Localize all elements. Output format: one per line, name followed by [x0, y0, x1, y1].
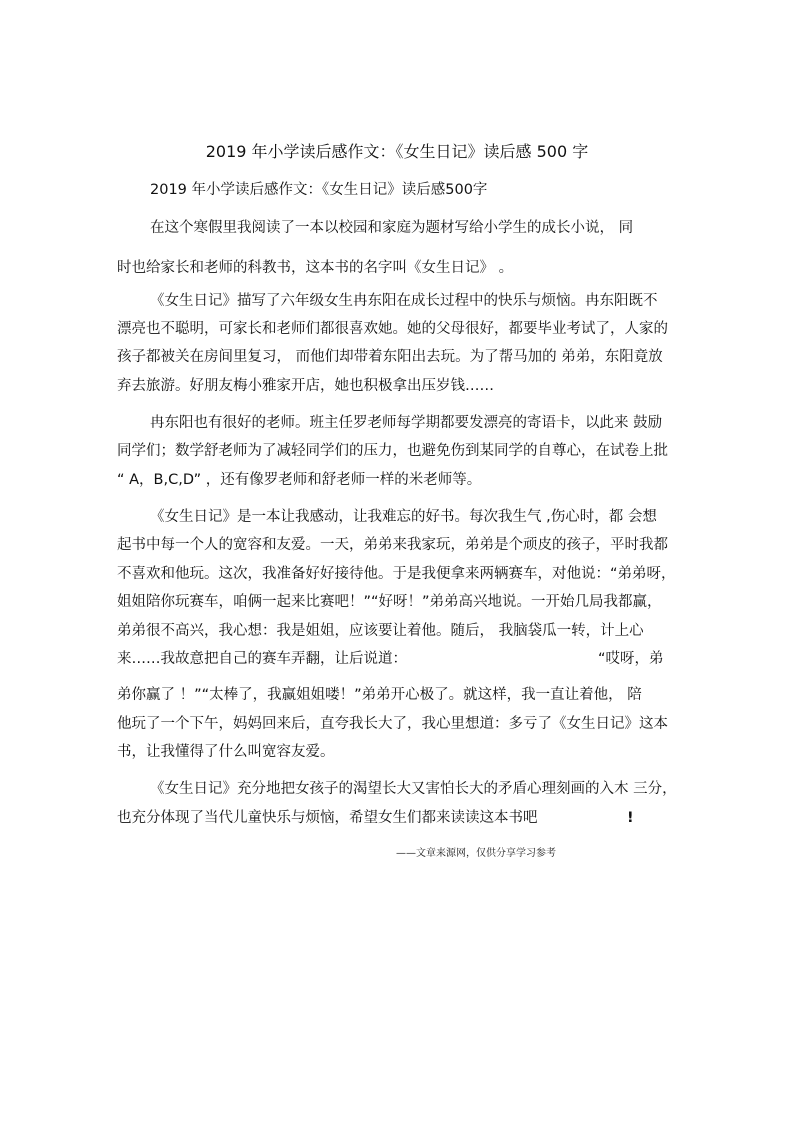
paragraph-line: “ A，B,C,D” ，还有像罗老师和舒老师一样的米老师等。 [117, 472, 482, 488]
paragraph-line: 孩子都被关在房间里复习， 而他们却带着东阳出去玩。为了帮马加的 弟弟，东阳竟放 [117, 349, 663, 365]
paragraph-line: 在这个寒假里我阅读了一本以校园和家庭为题材写给小学生的成长小说， 同 [150, 220, 634, 236]
document-title: 2019 年小学读后感作文：《女生日记》读后感 500 字 [205, 142, 589, 161]
paragraph-line: ! [627, 810, 634, 826]
paragraph-line: 时也给家长和老师的科教书，这本书的名字叫《女生日记》 。 [117, 260, 514, 276]
paragraph-line: 《女生日记》描写了六年级女生冉东阳在成长过程中的快乐与烦恼。冉东阳既不 [150, 293, 658, 309]
paragraph-line: 来……我故意把自己的赛车弄翻，让后说道： [117, 651, 407, 667]
paragraph-line: 不喜欢和他玩。这次，我准备好好接待他。于是我便拿来两辆赛车，对他说：“弟弟呀， [117, 566, 676, 582]
paragraph-line: 弃去旅游。好朋友梅小雅家开店，她也积极拿出压岁钱…… [117, 378, 494, 394]
paragraph-line: 弟你赢了 ！”“太棒了，我赢姐姐喽！”弟弟开心极了。就这样，我一直让着他， 陪 [117, 687, 642, 703]
paragraph-line: 冉东阳也有很好的老师。班主任罗老师每学期都要发漂亮的寄语卡，以此来 鼓励 [150, 415, 663, 431]
paragraph-line: 也充分体现了当代儿童快乐与烦恼，希望女生们都来读读这本书吧 [117, 810, 538, 826]
paragraph-line: 弟弟很不高兴，我心想：我是姐姐，应该要让着他。随后， 我脑袋瓜一转，计上心 [117, 623, 644, 639]
paragraph-line: 漂亮也不聪明，可家长和老师们都很喜欢她。她的父母很好，都要毕业考试了，人家的 [117, 321, 668, 337]
paragraph-line: 《女生日记》是一本让我感动，让我难忘的好书。每次我生气 ,伤心时，都 会想 [150, 509, 657, 525]
paragraph-line: 他玩了一个下午，妈妈回来后，直夸我长大了，我心里想道：多亏了《女生日记》这本 [117, 716, 668, 732]
paragraph-line: 《女生日记》充分地把女孩子的渴望长大又害怕长大的矛盾心理刻画的入木 三分， [150, 781, 677, 797]
paragraph-line: “哎呀，弟 [598, 651, 664, 667]
paragraph-line: 书，让我懂得了什么叫宽容友爱。 [117, 744, 335, 760]
paragraph-line: 同学们；数学舒老师为了减轻同学们的压力，也避免伤到某同学的自尊心，在试卷上批 [117, 443, 668, 459]
document-subtitle: 2019 年小学读后感作文：《女生日记》读后感500字 [150, 182, 488, 198]
paragraph-line: 姐姐陪你玩赛车，咱俩一起来比赛吧！”“好呀！”弟弟高兴地说。一开始几局我都赢， [117, 594, 662, 610]
source-note: ——文章来源网，仅供分享学习参考 [396, 848, 556, 859]
paragraph-line: 起书中每一个人的宽容和友爱。一天，弟弟来我家玩，弟弟是个顽皮的孩子，平时我都 [117, 537, 668, 553]
